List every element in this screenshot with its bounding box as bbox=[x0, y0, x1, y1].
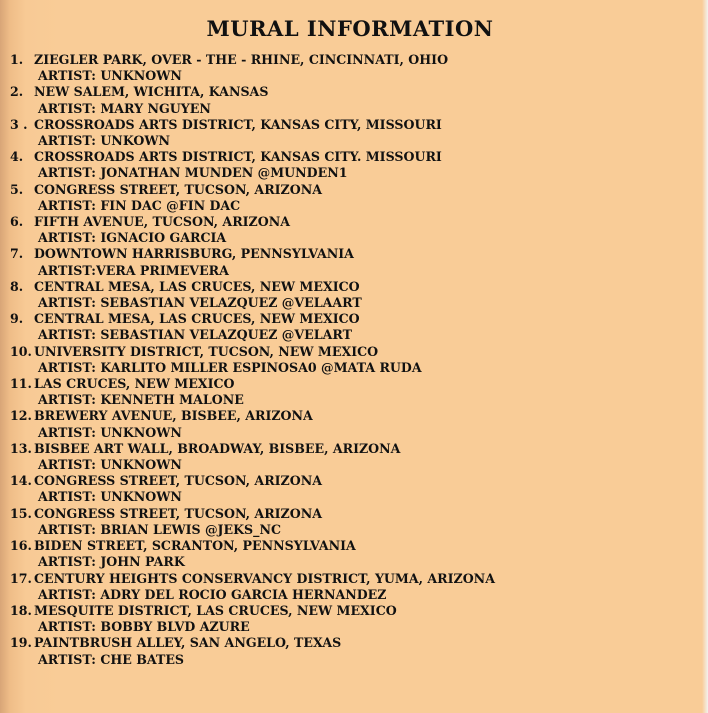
mural-location: CENTURY HEIGHTS CONSERVANCY DISTRICT, YUMA, ARIZONA bbox=[34, 570, 495, 586]
mural-number: 16. bbox=[10, 538, 32, 554]
mural-location: BISBEE ART WALL, BROADWAY, BISBEE, ARIZONA bbox=[34, 440, 401, 456]
mural-artist: ARTIST: KENNETH MALONE bbox=[38, 392, 244, 408]
mural-artist: ARTIST: SEBASTIAN VELAZQUEZ @VELART bbox=[38, 327, 352, 343]
mural-location: CROSSROADS ARTS DISTRICT, KANSAS CITY. MISSOURI bbox=[34, 149, 442, 165]
mural-artist: ARTIST: IGNACIO GARCIA bbox=[38, 230, 227, 246]
page-edge bbox=[702, 0, 708, 713]
mural-location: MESQUITE DISTRICT, LAS CRUCES, NEW MEXICO bbox=[34, 602, 397, 618]
mural-entry bbox=[10, 408, 700, 440]
mural-entry bbox=[10, 376, 700, 408]
mural-number: 11. bbox=[10, 376, 32, 392]
mural-location: BIDEN STREET, SCRANTON, PENNSYLVANIA bbox=[34, 538, 356, 554]
mural-number: 10. bbox=[10, 343, 32, 359]
mural-entry bbox=[10, 84, 700, 116]
mural-artist: ARTIST: UNKNOWN bbox=[38, 424, 182, 440]
mural-number: 1. bbox=[10, 52, 24, 67]
mural-artist: ARTIST: UNKOWN bbox=[38, 133, 171, 149]
mural-location: CONGRESS STREET, TUCSON, ARIZONA bbox=[34, 473, 323, 489]
mural-artist: ARTIST: SEBASTIAN VELAZQUEZ @VELAART bbox=[38, 295, 362, 311]
mural-number: 6. bbox=[10, 214, 24, 230]
mural-entry bbox=[10, 473, 700, 505]
mural-artist: ARTIST: UNKNOWN bbox=[38, 457, 182, 473]
mural-artist: ARTIST: UNKNOWN bbox=[38, 68, 182, 84]
mural-artist: ARTIST:VERA PRIMEVERA bbox=[38, 262, 229, 278]
mural-number: 9. bbox=[10, 311, 24, 327]
mural-entry bbox=[10, 311, 700, 343]
mural-entry bbox=[10, 603, 700, 635]
mural-artist: ARTIST: KARLITO MILLER ESPINOSA0 @MATA RUDA bbox=[38, 359, 422, 375]
mural-entry bbox=[10, 506, 700, 538]
mural-list bbox=[10, 52, 700, 668]
mural-entry bbox=[10, 635, 700, 667]
mural-entry bbox=[10, 149, 700, 181]
mural-artist: ARTIST: FIN DAC @FIN DAC bbox=[38, 197, 241, 213]
mural-number: 5. bbox=[10, 181, 24, 197]
mural-number: 8. bbox=[10, 278, 24, 294]
mural-artist: ARTIST: JOHN PARK bbox=[38, 554, 185, 570]
mural-location: UNIVERSITY DISTRICT, TUCSON, NEW MEXICO bbox=[34, 343, 379, 359]
mural-number: 13. bbox=[10, 440, 32, 456]
mural-location: CONGRESS STREET, TUCSON, ARIZONA bbox=[34, 505, 323, 521]
mural-number: 12. bbox=[10, 408, 32, 424]
mural-number: 19. bbox=[10, 635, 32, 651]
mural-location: NEW SALEM, WICHITA, KANSAS bbox=[34, 84, 269, 100]
mural-location: CENTRAL MESA, LAS CRUCES, NEW MEXICO bbox=[34, 311, 360, 327]
mural-number: 7. bbox=[10, 246, 24, 262]
mural-entry bbox=[10, 538, 700, 570]
mural-location: BREWERY AVENUE, BISBEE, ARIZONA bbox=[34, 408, 313, 424]
mural-artist: ARTIST: MARY NGUYEN bbox=[38, 100, 211, 116]
mural-entry bbox=[10, 52, 700, 84]
mural-number: 14. bbox=[10, 473, 32, 489]
mural-entry bbox=[10, 441, 700, 473]
mural-entry bbox=[10, 571, 700, 603]
mural-location: DOWNTOWN HARRISBURG, PENNSYLVANIA bbox=[34, 246, 354, 262]
mural-location: LAS CRUCES, NEW MEXICO bbox=[34, 376, 235, 392]
mural-entry bbox=[10, 279, 700, 311]
mural-artist: ARTIST: UNKNOWN bbox=[38, 489, 182, 505]
mural-number: 4. bbox=[10, 149, 24, 165]
mural-artist: ARTIST: ADRY DEL ROCIO GARCIA HERNANDEZ bbox=[38, 586, 387, 602]
mural-artist: ARTIST: BRIAN LEWIS @JEKS_NC bbox=[38, 521, 281, 537]
mural-entry bbox=[10, 117, 700, 149]
mural-location: CROSSROADS ARTS DISTRICT, KANSAS CITY, MISSOURI bbox=[34, 116, 442, 132]
mural-location: CENTRAL MESA, LAS CRUCES, NEW MEXICO bbox=[34, 278, 360, 294]
page-title: MURAL INFORMATION bbox=[206, 16, 494, 41]
mural-location: PAINTBRUSH ALLEY, SAN ANGELO, TEXAS bbox=[34, 635, 342, 651]
mural-number: 18. bbox=[10, 602, 32, 618]
mural-location: FIFTH AVENUE, TUCSON, ARIZONA bbox=[34, 214, 291, 230]
mural-location: ZIEGLER PARK, OVER - THE - RHINE, CINCINNATI, OHIO bbox=[34, 52, 449, 67]
mural-artist: ARTIST: BOBBY BLVD AZURE bbox=[38, 619, 250, 635]
mural-location: CONGRESS STREET, TUCSON, ARIZONA bbox=[34, 181, 323, 197]
mural-artist: ARTIST: JONATHAN MUNDEN @MUNDEN1 bbox=[38, 165, 348, 181]
mural-entry bbox=[10, 246, 700, 278]
mural-entry bbox=[10, 182, 700, 214]
mural-artist: ARTIST: CHE BATES bbox=[38, 651, 185, 667]
mural-number: 17. bbox=[10, 570, 32, 586]
mural-entry bbox=[10, 344, 700, 376]
mural-number: 3 . bbox=[10, 116, 28, 132]
mural-entry bbox=[10, 214, 700, 246]
mural-number: 2. bbox=[10, 84, 24, 100]
mural-number: 15. bbox=[10, 505, 32, 521]
